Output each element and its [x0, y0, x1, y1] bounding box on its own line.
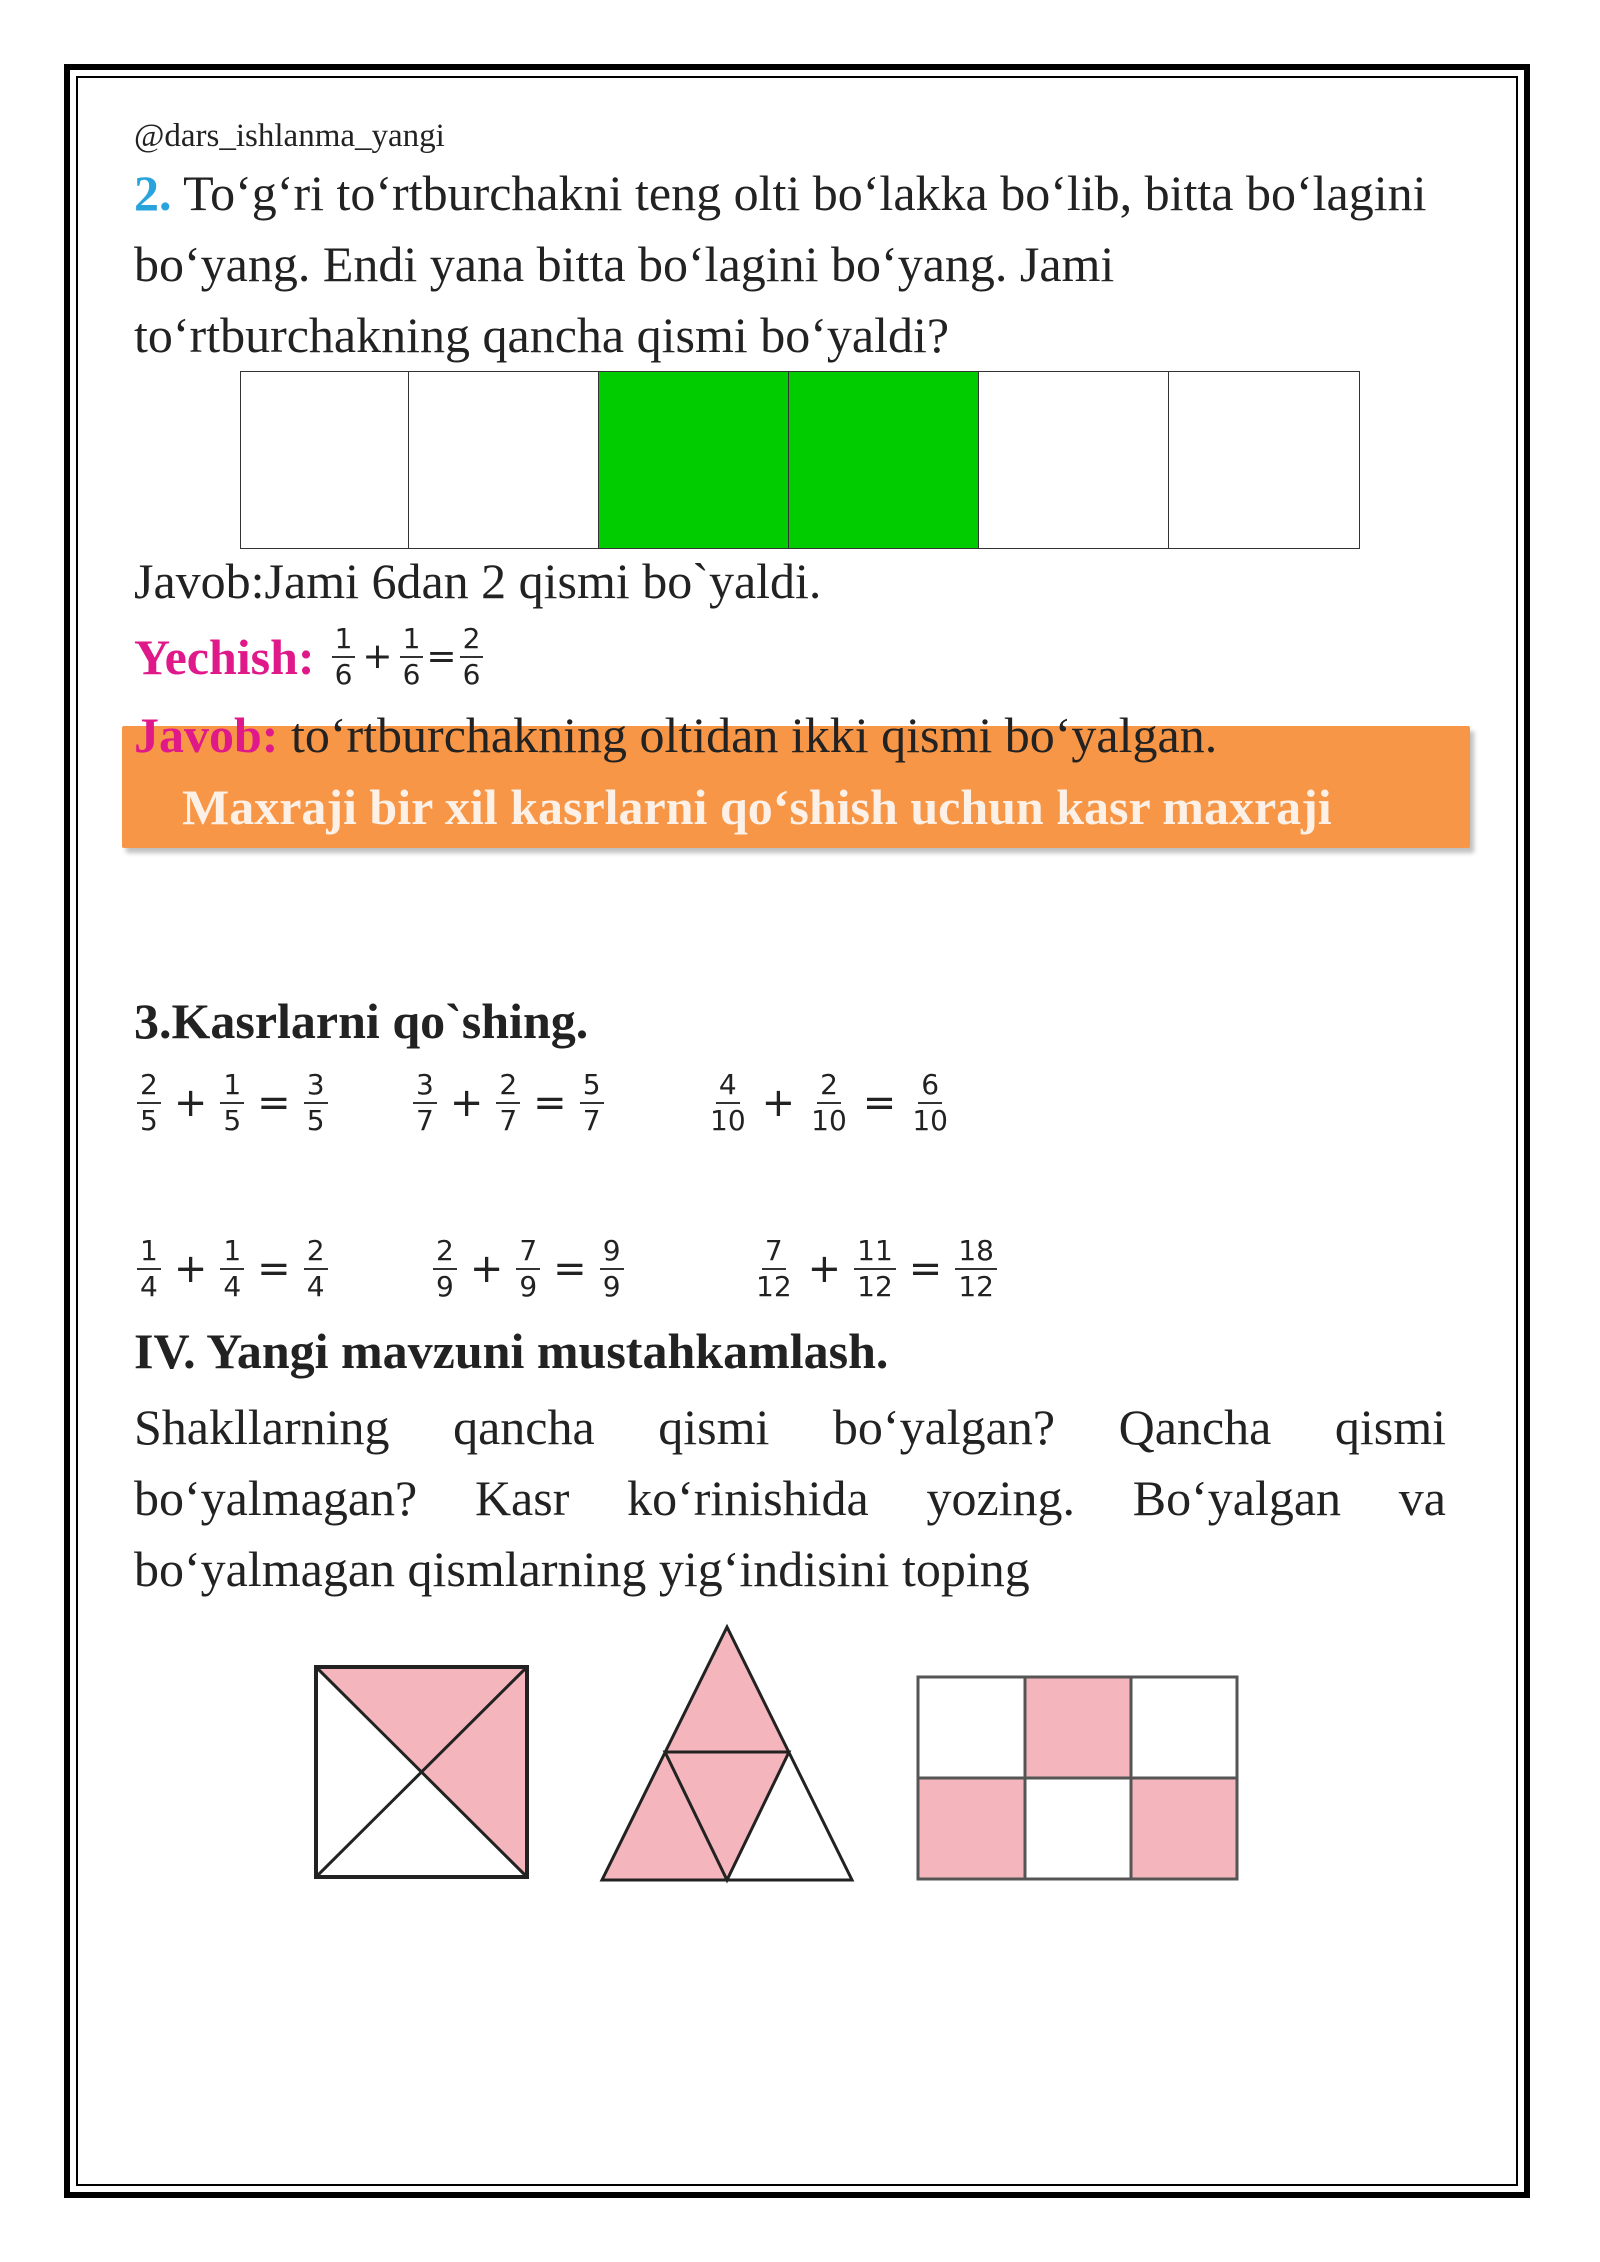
task2-number: 2.: [134, 165, 172, 221]
equals-sign: =: [426, 636, 457, 678]
sum-fraction: $\frac{6}{10}$: [912, 1068, 948, 1137]
equals-sign: =: [553, 1245, 587, 1292]
section4-title: IV. Yangi mavzuni mustahkamlash.: [134, 1323, 889, 1379]
equals-sign: =: [257, 1245, 291, 1292]
sum-fraction: $\frac{9}{9}$: [600, 1234, 624, 1303]
fraction: $\frac{1}{6}$: [400, 622, 424, 691]
sum-fraction: $\frac{5}{7}$: [580, 1068, 604, 1137]
addend-fraction: $\frac{7}{9}$: [516, 1234, 540, 1303]
addend-fraction: $\frac{1}{5}$: [220, 1068, 244, 1137]
plus-sign: +: [469, 1245, 504, 1292]
answer-text: to‘rtburchakning oltidan ikki qismi bo‘yalgan.: [290, 707, 1218, 763]
sum-fraction: $\frac{2}{4}$: [304, 1234, 328, 1303]
addend-fraction: $\frac{1}{4}$: [220, 1234, 244, 1303]
shaded-part: [918, 1778, 1025, 1879]
addend-fraction: $\frac{2}{10}$: [811, 1068, 847, 1137]
channel-handle: @dars_ishlanma_yangi: [134, 118, 445, 154]
task2-answer-line: Javob:Jami 6dan 2 qismi bo`yaldi.: [134, 553, 822, 609]
addend-fraction: $\frac{1}{4}$: [137, 1234, 161, 1303]
fraction: $\frac{2}{6}$: [460, 622, 484, 691]
plus-sign: +: [173, 1079, 208, 1126]
shaded-part: [1131, 1778, 1237, 1879]
plus-sign: +: [362, 636, 393, 678]
task2-question-text: To‘g‘ri to‘rtburchakni teng olti bo‘lakka bo‘lib, bitta bo‘lagini bo‘yang. Endi yana bitta bo‘lagini bo‘yang. Jami to‘rtburchakning qancha qismi bo‘yaldi?: [134, 165, 1427, 363]
plus-sign: +: [807, 1245, 842, 1292]
addend-fraction: $\frac{11}{12}$: [854, 1234, 896, 1303]
plus-sign: +: [761, 1079, 796, 1126]
square-shape: [316, 1667, 527, 1877]
addend-fraction: $\frac{3}{7}$: [413, 1068, 437, 1137]
addend-fraction: $\frac{2}{5}$: [137, 1068, 161, 1137]
section4-text: Shakllarning qancha qismi bo‘yalgan? Qancha qismi bo‘yalmagan? Kasr ko‘rinishida yozing. Bo‘yalgan va bo‘yalmagan qismlarning yig‘indisini toping: [134, 1399, 1446, 1597]
equals-sign: =: [533, 1079, 567, 1126]
solution-label: Yechish:: [134, 628, 315, 685]
fraction: $\frac{1}{6}$: [332, 622, 356, 691]
sum-fraction: $\frac{3}{5}$: [304, 1068, 328, 1137]
shaded-part: [665, 1627, 789, 1752]
plus-sign: +: [173, 1245, 208, 1292]
addend-fraction: $\frac{2}{9}$: [433, 1234, 457, 1303]
addend-fraction: $\frac{7}{12}$: [756, 1234, 792, 1303]
equals-sign: =: [257, 1079, 291, 1126]
equals-sign: =: [862, 1079, 897, 1126]
sum-fraction: $\frac{18}{12}$: [955, 1234, 997, 1303]
addend-fraction: $\frac{4}{10}$: [710, 1068, 746, 1137]
plus-sign: +: [449, 1079, 484, 1126]
rule-banner-text: Maxraji bir xil kasrlarni qo‘shish uchun kasr maxraji: [182, 779, 1332, 835]
equals-sign: =: [908, 1245, 943, 1292]
triangle-shape: [602, 1627, 852, 1880]
addend-fraction: $\frac{2}{7}$: [496, 1068, 520, 1137]
shaded-part: [1025, 1677, 1131, 1778]
task3-title: 3.Kasrlarni qo`shing.: [134, 993, 589, 1049]
answer-label: Javob:: [134, 707, 279, 763]
grid-shape: [918, 1677, 1237, 1879]
